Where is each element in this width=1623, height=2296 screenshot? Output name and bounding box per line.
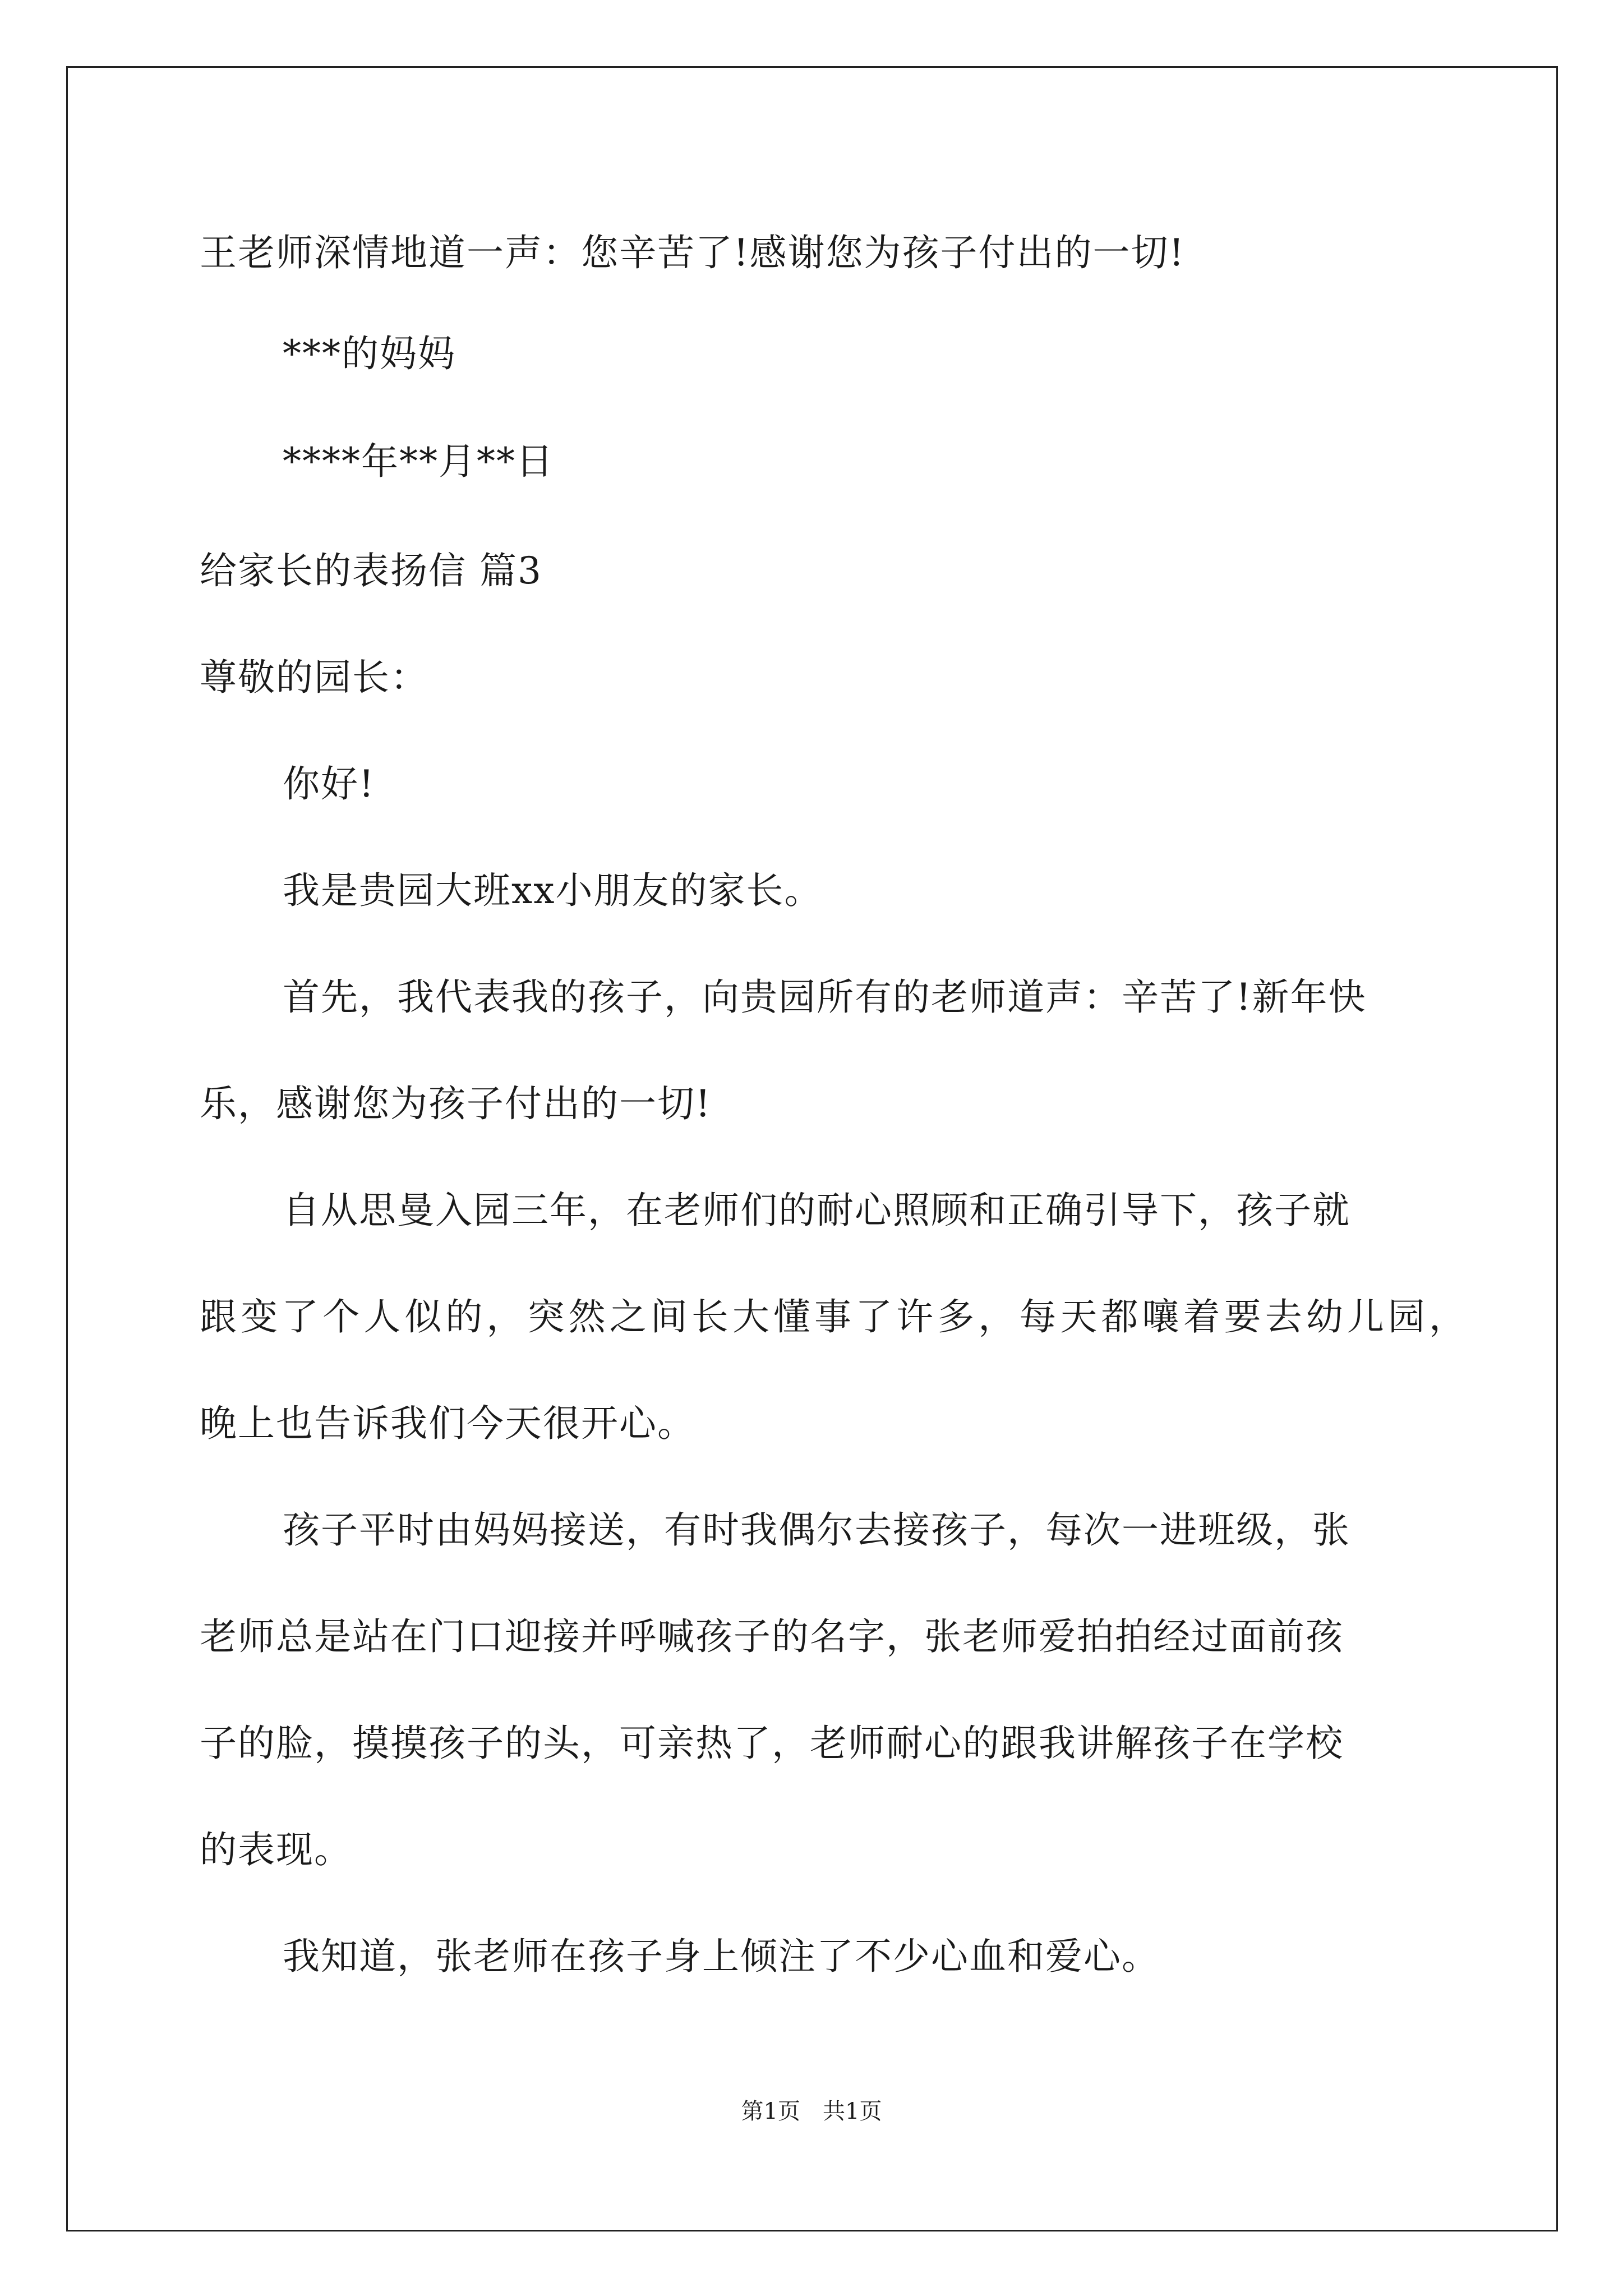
greeting: 你好! bbox=[283, 762, 375, 806]
signature-name: ***的妈妈 bbox=[283, 332, 456, 375]
paragraph-line: 乐，感谢您为孩子付出的一切! bbox=[200, 1082, 712, 1125]
paragraph-line: 自从思曼入园三年，在老师们的耐心照顾和正确引导下，孩子就 bbox=[283, 1189, 1350, 1232]
paragraph-line: 我知道，张老师在孩子身上倾注了不少心血和爱心。 bbox=[283, 1935, 1160, 1978]
salutation: 尊敬的园长： bbox=[200, 656, 428, 699]
paragraph-line: 晚上也告诉我们今天很开心。 bbox=[200, 1402, 695, 1445]
paragraph-line: 首先，我代表我的孩子，向贵园所有的老师道声：辛苦了!新年快 bbox=[283, 976, 1367, 1019]
page-border bbox=[66, 66, 1558, 2231]
section-heading: 给家长的表扬信 篇3 bbox=[200, 549, 542, 592]
paragraph-line: 子的脸，摸摸孩子的头，可亲热了，老师耐心的跟我讲解孩子在学校 bbox=[200, 1722, 1344, 1765]
paragraph-line: 老师总是站在门口迎接并呼喊孩子的名字，张老师爱拍拍经过面前孩 bbox=[200, 1615, 1344, 1658]
paragraph-line: 的表现。 bbox=[200, 1828, 352, 1871]
closing-sentence: 王老师深情地道一声：您辛苦了!感谢您为孩子付出的一切! bbox=[200, 231, 1186, 274]
paragraph-line: 孩子平时由妈妈接送，有时我偶尔去接孩子，每次一进班级，张 bbox=[283, 1508, 1350, 1552]
paragraph-line: 我是贵园大班xx小朋友的家长。 bbox=[283, 869, 823, 912]
paragraph-line: 跟变了个人似的，突然之间长大懂事了许多，每天都嚷着要去幼儿园， bbox=[200, 1295, 1467, 1338]
page-number: 第1页 共1页 bbox=[741, 2099, 882, 2124]
signature-date: ****年**月**日 bbox=[283, 440, 554, 483]
